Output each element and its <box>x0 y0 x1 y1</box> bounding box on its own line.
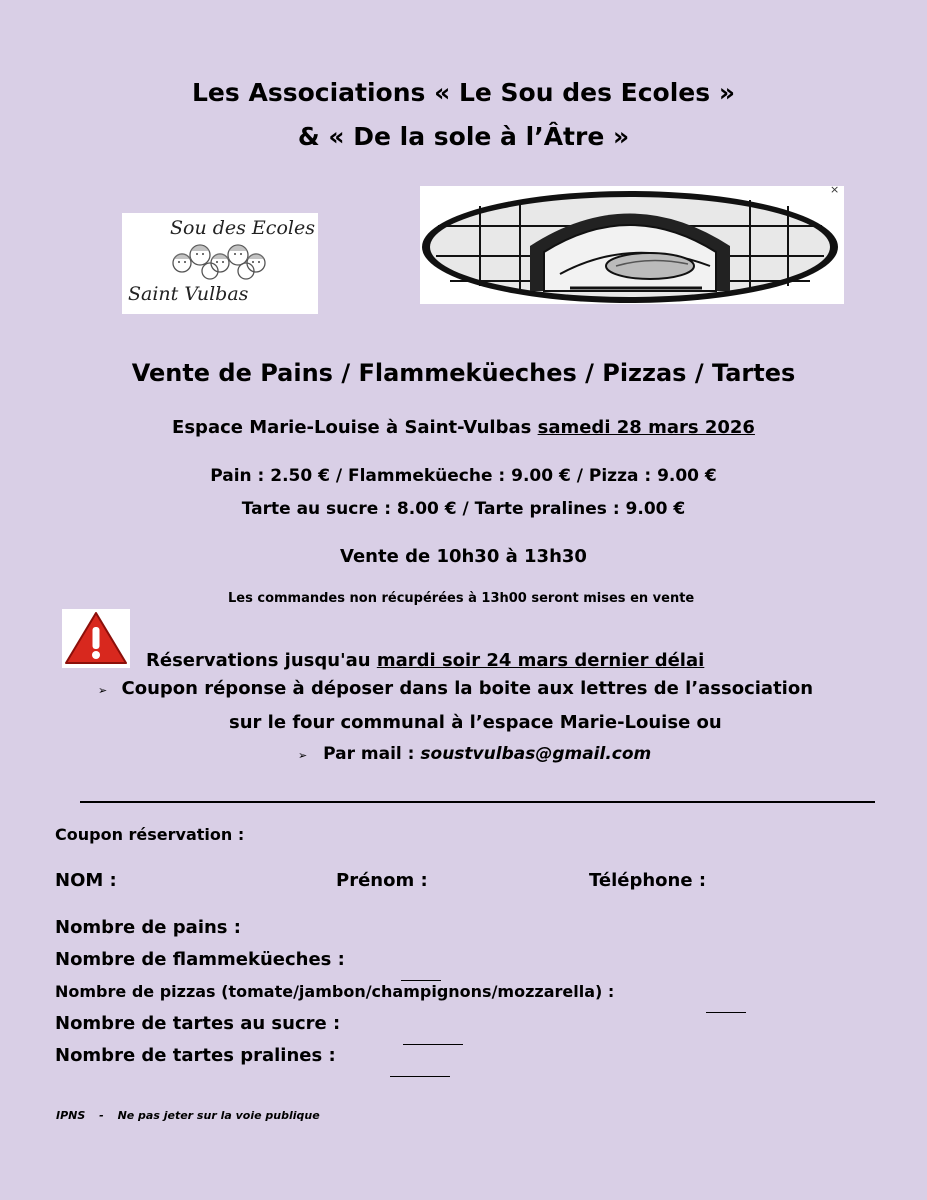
warning-icon <box>62 609 130 668</box>
header-line-2: & « De la sole à l’Âtre » <box>297 122 630 151</box>
reservation-deadline: mardi soir 24 mars dernier délai <box>376 650 705 671</box>
sou-des-ecoles-logo <box>122 213 318 314</box>
prices-line-1: Pain : 2.50 € / Flammeküeche : 9.00 € / Pizza : 9.00 € <box>210 466 717 486</box>
header-line-1: Les Associations « Le Sou des Ecoles » <box>192 78 735 107</box>
bullet-coupon-continued: sur le four communal à l’espace Marie-Louise ou <box>229 712 722 733</box>
close-mark-icon: × <box>830 183 840 196</box>
bullet-coupon <box>98 678 813 699</box>
coupon-title: Coupon réservation : <box>55 825 245 844</box>
warning-badge <box>62 609 130 668</box>
logo-bottom-text: Saint Vulbas <box>128 283 249 305</box>
pickup-notice: Les commandes non récupérées à 13h00 seront mises en vente <box>228 591 695 606</box>
event-place: Espace Marie-Louise à Saint-Vulbas <box>172 417 532 438</box>
field-tartes-sucre-blank[interactable] <box>403 1030 463 1049</box>
prices-line-2: Tarte au sucre : 8.00 € / Tarte pralines : 9.00 € <box>241 499 686 519</box>
section-divider <box>80 801 875 803</box>
reservation-deadline-line <box>146 650 704 671</box>
reservation-lead: Réservations jusqu'au <box>146 650 371 671</box>
bullet-arrow-icon: ➢ <box>98 684 108 697</box>
field-pains-label: Nombre de pains : <box>55 917 241 938</box>
bullet-mail <box>298 744 651 764</box>
footer-ipns: IPNS <box>56 1109 86 1122</box>
footer-dash: - <box>99 1109 104 1122</box>
field-pizzas-blank[interactable] <box>706 998 746 1017</box>
field-flammekueches-label: Nombre de flammeküeches : <box>55 949 345 970</box>
field-tartes-pralines-label: Nombre de tartes pralines : <box>55 1045 336 1066</box>
logo-top-text: Sou des Ecoles <box>170 217 315 239</box>
bread-oven-icon <box>420 186 844 304</box>
sale-hours: Vente de 10h30 à 13h30 <box>340 546 587 567</box>
event-title: Vente de Pains / Flammeküeches / Pizzas / Tartes <box>131 359 796 387</box>
footer-text: Ne pas jeter sur la voie publique <box>117 1109 320 1122</box>
bullet-arrow-icon: ➢ <box>298 749 308 762</box>
bullet-coupon-text: Coupon réponse à déposer dans la boite aux lettres de l’association <box>121 678 814 699</box>
event-date: samedi 28 mars 2026 <box>537 417 755 438</box>
bread-oven-logo <box>420 183 844 304</box>
footer-note <box>56 1109 320 1122</box>
field-pizzas-label: Nombre de pizzas (tomate/jambon/champignons/mozzarella) : <box>55 982 615 1001</box>
event-place-line <box>0 417 927 438</box>
children-faces-icon <box>162 239 282 283</box>
mail-address-link[interactable]: soustvulbas@gmail.com <box>420 744 652 764</box>
field-prenom-label: Prénom : <box>336 870 428 891</box>
field-tartes-pralines-blank[interactable] <box>390 1062 450 1081</box>
mail-label: Par mail : <box>323 744 415 764</box>
field-nom-label: NOM : <box>55 870 117 891</box>
field-tartes-sucre-label: Nombre de tartes au sucre : <box>55 1013 341 1034</box>
field-telephone-label: Téléphone : <box>589 870 707 891</box>
